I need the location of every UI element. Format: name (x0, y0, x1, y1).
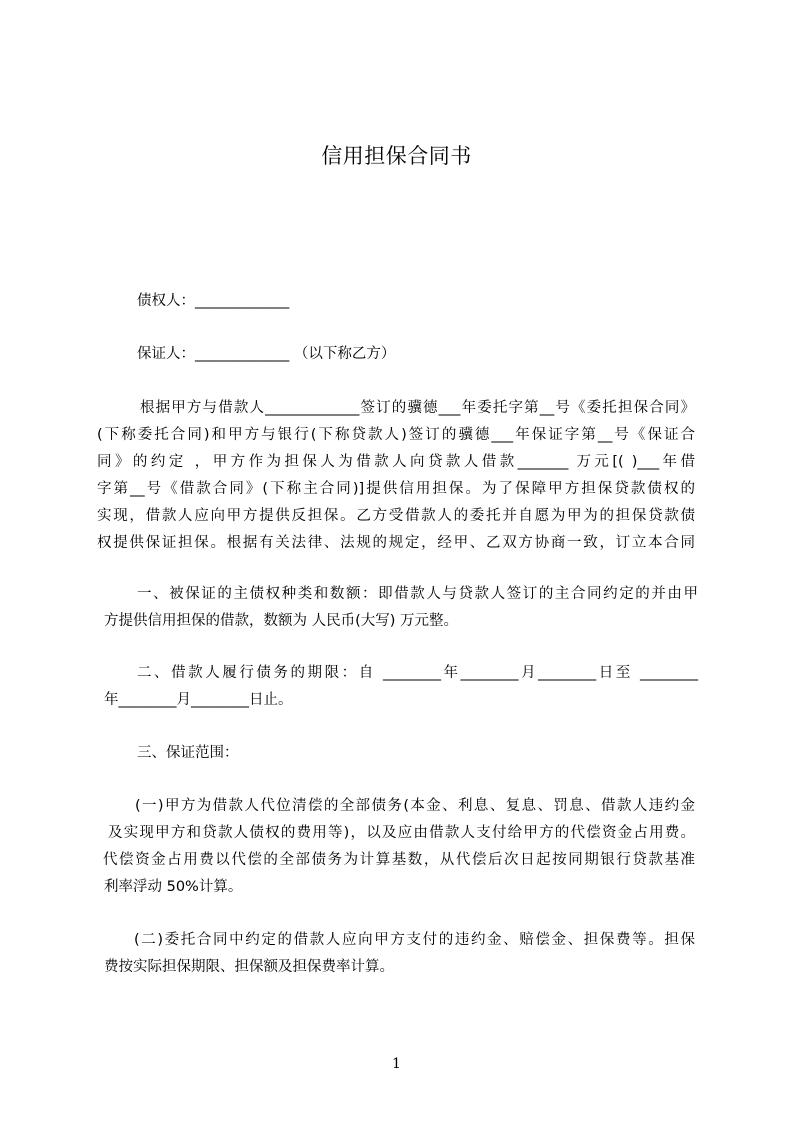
page-number: 1 (392, 1056, 401, 1072)
article-2-line: 年________月________日止。 (104, 692, 293, 708)
guarantor-line: 保证人：_____________ （以下称乙方） (137, 346, 396, 362)
clause-2-line: (二)委托合同中约定的借款人应向甲方支付的违约金、赔偿金、担保费等。担保 (134, 932, 695, 948)
clause-1-line: 利率浮动 50%计算。 (104, 879, 243, 895)
preamble-line: 同》的约定 ，甲方作为担保人为借款人向贷款人借款_______ 万元[( )___年借 (97, 454, 695, 470)
article-1-line: 一、被保证的主债权种类和数额：即借款人与贷款人签订的主合同约定的并由甲 (137, 586, 698, 602)
article-3-heading: 三、保证范围： (137, 745, 239, 761)
clause-1-line: (一)甲方为借款人代位清偿的全部债务(本金、利息、复息、罚息、借款人违约金 (135, 798, 695, 814)
preamble-line: 权提供保证担保。根据有关法律、法规的规定，经甲、乙双方协商一致，订立本合同 (97, 535, 695, 551)
preamble-line: 根据甲方与借款人_____________签订的骥德___年委托字第__号《委托担保合同》 (140, 400, 695, 416)
preamble-line: 字第__号《借款合同》(下称主合同)]提供信用担保。为了保障甲方担保贷款债权的 (97, 481, 695, 497)
document-title: 信用担保合同书 (321, 144, 472, 168)
article-2-line: 二、借款人履行债务的期限：自 ________年________月________日至 ________ (137, 665, 698, 681)
preamble-line: 实现，借款人应向甲方提供反担保。乙方受借款人的委托并自愿为甲为的担保贷款债 (97, 508, 695, 524)
clause-2-line: 费按实际担保期限、担保额及担保费率计算。 (104, 959, 394, 975)
clause-1-line: 代偿资金占用费以代偿的全部债务为计算基数，从代偿后次日起按同期银行贷款基准 (103, 852, 695, 868)
preamble-line: (下称委托合同)和甲方与银行(下称贷款人)签订的骥德___年保证字第__号《保证合 (97, 427, 695, 443)
creditor-line: 债权人：_____________ (137, 293, 290, 309)
clause-1-line: 及实现甲方和贷款人债权的费用等)，以及应由借款人支付给甲方的代偿资金占用费。 (108, 825, 695, 841)
article-1-line: 方提供信用担保的借款，数额为 人民币(大写) 万元整。 (104, 613, 459, 629)
